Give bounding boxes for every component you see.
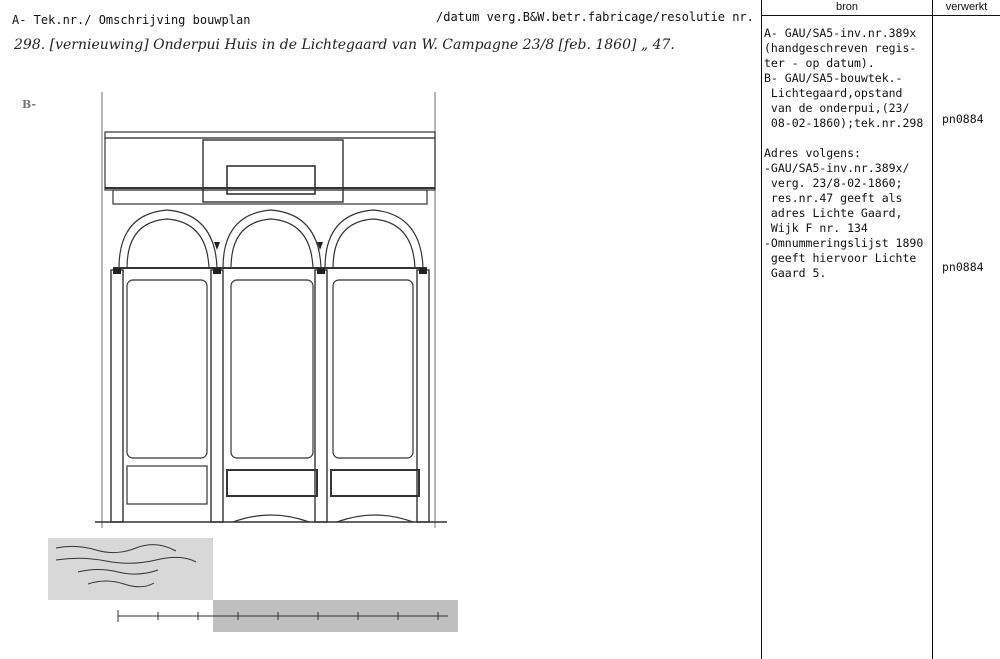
ref-code-2: pn0884 (942, 260, 984, 274)
handwritten-entry: 298. [vernieuwing] Onderpui Huis in de Lichtegaard van W. Campagne 23/8 [feb. 1860] „ 47. (14, 37, 675, 53)
column-header-verwerkt: verwerkt (945, 1, 988, 13)
source-description: A- GAU/SA5-inv.nr.389x (handgeschreven regis- ter - op datum). B- GAU/SA5-bouwtek.- Lichtegaard,opstand van de onderpui,(23/ 08-02-1860);tek.nr.298 Adres volgens: -GAU/SA5-inv.nr.389x/ verg. 23/8-02-1860; res.nr.47 geeft als adres Lichte Gaard, Wijk F nr. 134 -Omnummeringslijst 1890 geeft hiervoor Lichte Gaard 5. (764, 26, 924, 280)
column-header-bron: bron (835, 1, 859, 13)
shopfront-elevation-drawing (95, 92, 447, 528)
signature-stamp-image (48, 538, 460, 634)
column-divider-bron (761, 0, 762, 659)
header-rule (761, 15, 1000, 16)
column-divider-verwerkt (932, 0, 933, 659)
header-datum-resolutie: /datum verg.B&W.betr.fabricage/resolutie nr. (436, 10, 754, 24)
header-tek-omschrijving: A- Tek.nr./ Omschrijving bouwplan (12, 13, 251, 27)
section-b-label: B- (22, 98, 37, 111)
ref-code-1: pn0884 (942, 112, 984, 126)
